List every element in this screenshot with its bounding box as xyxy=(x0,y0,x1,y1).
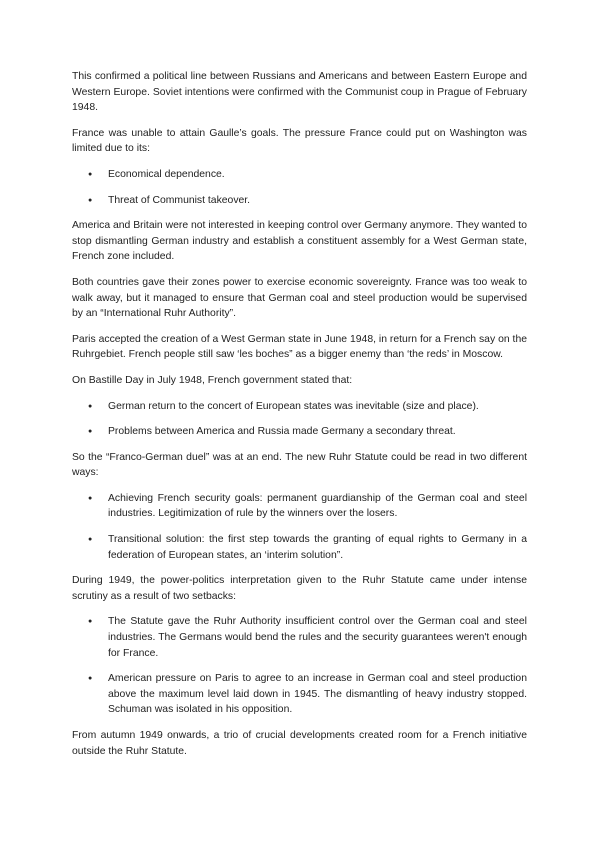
paragraph-bastille-day: On Bastille Day in July 1948, French government stated that: xyxy=(72,374,353,386)
paragraph-soviet-intentions: This confirmed a political line between Russians and Americans and between Eastern Europe and Western Europe. Soviet intentions were confirmed with the Communist coup in Prague of February 1948. xyxy=(72,71,527,114)
list-item: ● Economical dependence. xyxy=(72,167,527,183)
bullet-list-ruhr-readings xyxy=(72,491,527,563)
paragraph-america-britain: America and Britain were not interested in keeping control over Germany anymore. They wanted to stop dismantling German industry and establish a constituent assembly for a West German state, French zone included. xyxy=(72,220,527,263)
bullet-list-limitations xyxy=(72,167,527,208)
paragraph-france-pressure: France was unable to attain Gaulle’s goals. The pressure France could put on Washington was limited due to its: xyxy=(72,127,527,155)
paragraph-1949-setbacks: During 1949, the power-politics interpretation given to the Ruhr Statute came under intense scrutiny as a result of two setbacks: xyxy=(72,575,527,602)
paragraph-west-german-state: Paris accepted the creation of a West German state in June 1948, in return for a French say on the Ruhrgebiet. French people still saw ‘les boches” as a bigger enemy than ‘the reds’ in Moscow. xyxy=(72,333,527,361)
paragraph-franco-german-duel: So the “Franco-German duel” was at an end. The new Ruhr Statute could be read in two different ways: xyxy=(72,451,527,479)
list-item: ● Achieving French security goals: permanent guardianship of the German coal and steel industries. Legitimization of rule by the winners over the losers. xyxy=(72,491,527,522)
paragraph-autumn-1949: From autumn 1949 onwards, a trio of crucial developments created room for a French initiative outside the Ruhr Statute. xyxy=(72,730,527,757)
list-item: ● Threat of Communist takeover. xyxy=(72,193,527,209)
paragraph-economic-sovereignty: Both countries gave their zones power to exercise economic sovereignty. France was too weak to walk away, but it managed to ensure that German coal and steel production would be supervised by an “International Ruhr Authority”. xyxy=(72,276,527,320)
list-item: ● German return to the concert of European states was inevitable (size and place). xyxy=(72,399,527,415)
bullet-list-government-statement xyxy=(72,399,527,440)
list-item: ● Transitional solution: the first step towards the granting of equal rights to Germany in a federation of European states, an ‘interim solution”. xyxy=(72,532,527,563)
bullet-list-setbacks xyxy=(72,614,527,718)
list-item: ● Problems between America and Russia made Germany a secondary threat. xyxy=(72,424,527,440)
list-item: ● American pressure on Paris to agree to an increase in German coal and steel production above the maximum level laid down in 1945. The dismantling of heavy industry stopped. Schuman was isolated in his opposition. xyxy=(72,671,527,718)
list-item: ● The Statute gave the Ruhr Authority insufficient control over the German coal and steel industries. The Germans would bend the rules and the security guarantees weren't enough for France. xyxy=(72,614,527,661)
